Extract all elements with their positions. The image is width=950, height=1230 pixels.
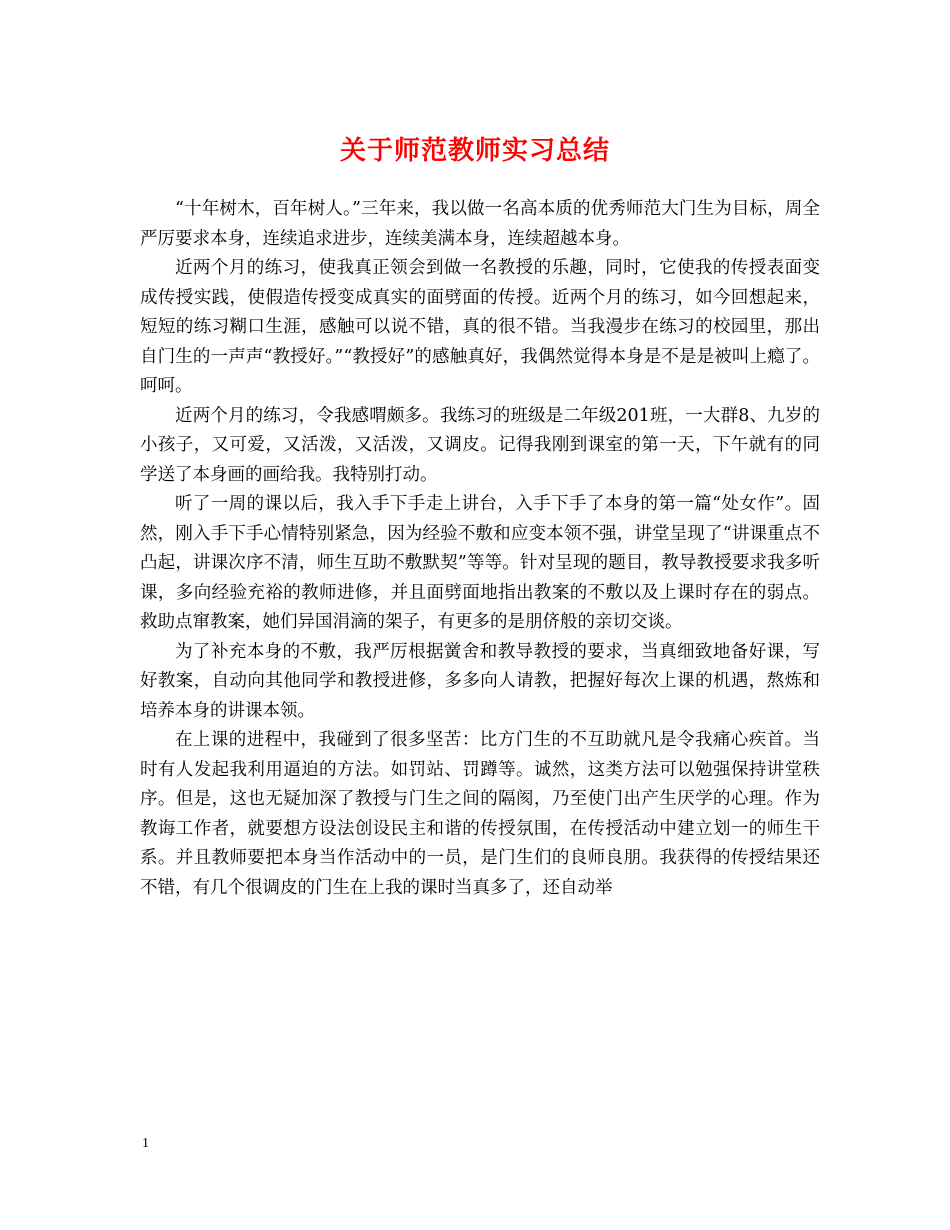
paragraph-4: 听了一周的课以后，我入手下手走上讲台，入手下手了本身的第一篇“处女作”。固然，刚入手下手心情特别紧急，因为经验不敷和应变本领不强，讲堂呈现了“讲课重点不凸起，讲课次序不清，师生互助不敷默契”等等。针对呈现的题目，教导教授要求我多听课，多向经验充裕的教师进修，并且面劈面地指出教案的不敷以及上课时存在的弱点。救助点窜教案，她们异国涓滴的架子，有更多的是朋侪般的亲切交谈。 xyxy=(140,494,820,632)
paragraph-5: 为了补充本身的不敷，我严厉根据黉舍和教导教授的要求，当真细致地备好课，写好教案，自动向其他同学和教授进修，多多向人请教，把握好每次上课的机遇，熬炼和培养本身的讲课本领。 xyxy=(140,641,820,721)
document-title: 关于师范教师实习总结 xyxy=(339,136,610,166)
paragraph-6: 在上课的进程中，我碰到了很多坚苦：比方门生的不互助就凡是令我痛心疾首。当时有人发起我利用逼迫的方法。如罚站、罚蹲等。诚然，这类方法可以勉强保持讲堂秩序。但是，这也无疑加深了教授与门生之间的隔阂，乃至使门出产生厌学的心理。作为教诲工作者，就要想方设法创设民主和谐的传授氛围，在传授活动中建立划一的师生干系。并且教师要把本身当作活动中的一员，是门生们的良师良朋。我获得的传授结果还不错，有几个很调皮的门生在上我的课时当真多了，还自动举 xyxy=(140,730,820,898)
paragraph-1: “十年树木，百年树人。”三年来，我以做一名高本质的优秀师范大门生为目标，周全严厉要求本身，连续追求进步，连续美满本身，连续超越本身。 xyxy=(140,199,820,249)
page-number: 1 xyxy=(142,1136,149,1151)
paragraph-2: 近两个月的练习，使我真正领会到做一名教授的乐趣，同时，它使我的传授表面变成传授实践，使假造传授变成真实的面劈面的传授。近两个月的练习，如今回想起来，短短的练习糊口生涯，感触可以说不错，真的很不错。当我漫步在练习的校园里，那出自门生的一声声“教授好。”“教授好”的感触真好，我偶然觉得本身是不是是被叫上瘾了。呵呵。 xyxy=(140,258,820,396)
document-body xyxy=(140,195,820,903)
paragraph-3: 近两个月的练习，令我感喟颇多。我练习的班级是二年级201班，一大群8、九岁的小孩子，又可爱，又活泼，又活泼，又调皮。记得我刚到课室的第一天，下午就有的同学送了本身画的画给我。我特别打动。 xyxy=(140,405,820,485)
